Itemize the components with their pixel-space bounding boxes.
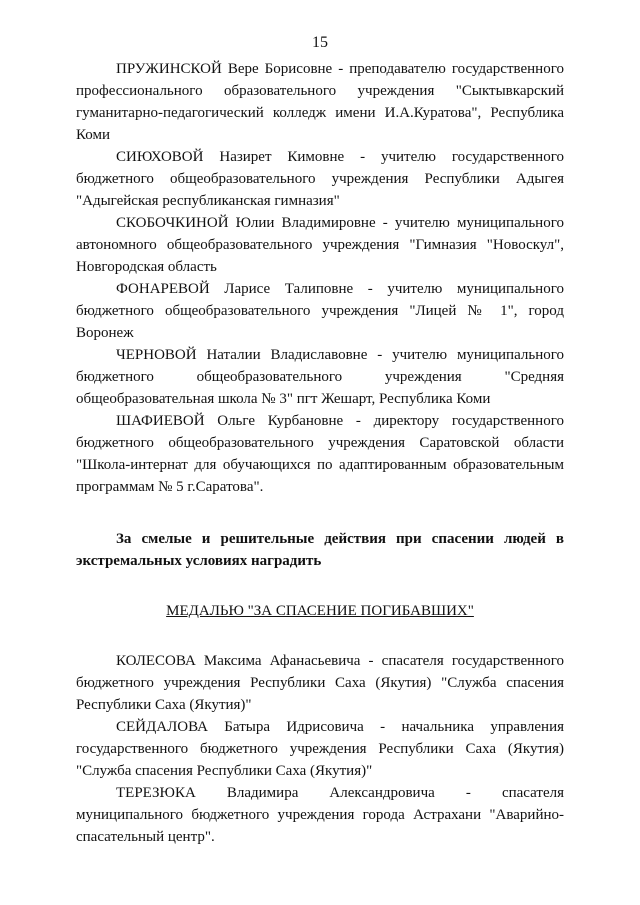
awardee-paragraph: КОЛЕСОВА Максима Афанасьевича - спасателя государственного бюджетного учреждения Республики Саха (Якутия) "Служба спасения Республики Саха (Якутия)" (76, 653, 564, 713)
awardee-paragraph: ШАФИЕВОЙ Ольге Курбановне - директору государственного бюджетного общеобразовательного учреждения Саратовской области "Школа-интернат для обучающихся по адаптированным образовательным программам № 5 г.Саратова". (76, 413, 564, 495)
awardees-list-2 (76, 650, 564, 848)
awardees-list-1 (76, 58, 564, 498)
awardee-paragraph: ЧЕРНОВОЙ Наталии Владиславовне - учителю муниципального бюджетного общеобразовательного учреждения "Средняя общеобразовательная школа № 3" пгт Жешарт, Республика Коми (76, 347, 564, 407)
awardee-paragraph: СЕЙДАЛОВА Батыра Идрисовича - начальника управления государственного бюджетного учреждения Республики Саха (Якутия) "Служба спасения Республики Саха (Якутия)" (76, 719, 564, 779)
medal-title: МЕДАЛЬЮ "ЗА СПАСЕНИЕ ПОГИБАВШИХ" (166, 603, 474, 619)
awardee-paragraph: ТЕРЕЗЮКА Владимира Александровича - спасателя муниципального бюджетного учреждения города Астрахани "Аварийно-спасательный центр". (76, 785, 564, 845)
awardee-paragraph: ФОНАРЕВОЙ Ларисе Талиповне - учителю муниципального бюджетного общеобразовательного учреждения "Лицей № 1", город Воронеж (76, 281, 564, 341)
awardee-paragraph: СИЮХОВОЙ Назирет Кимовне - учителю государственного бюджетного общеобразовательного учреждения Республики Адыгея "Адыгейская республиканская гимназия" (76, 149, 564, 209)
document-body (76, 58, 564, 848)
awardee-paragraph: СКОБОЧКИНОЙ Юлии Владимировне - учителю муниципального автономного общеобразовательного учреждения "Гимназия "Новоскул", Новгородская область (76, 215, 564, 275)
page-number: 15 (312, 34, 328, 51)
awardee-paragraph: ПРУЖИНСКОЙ Вере Борисовне - преподавателю государственного профессионального образовательного учреждения "Сыктывкарский гуманитарно-педагогический колледж имени И.А.Куратова", Республика Коми (76, 61, 564, 143)
section-heading: За смелые и решительные действия при спасении людей в экстремальных условиях наградить (76, 531, 564, 569)
